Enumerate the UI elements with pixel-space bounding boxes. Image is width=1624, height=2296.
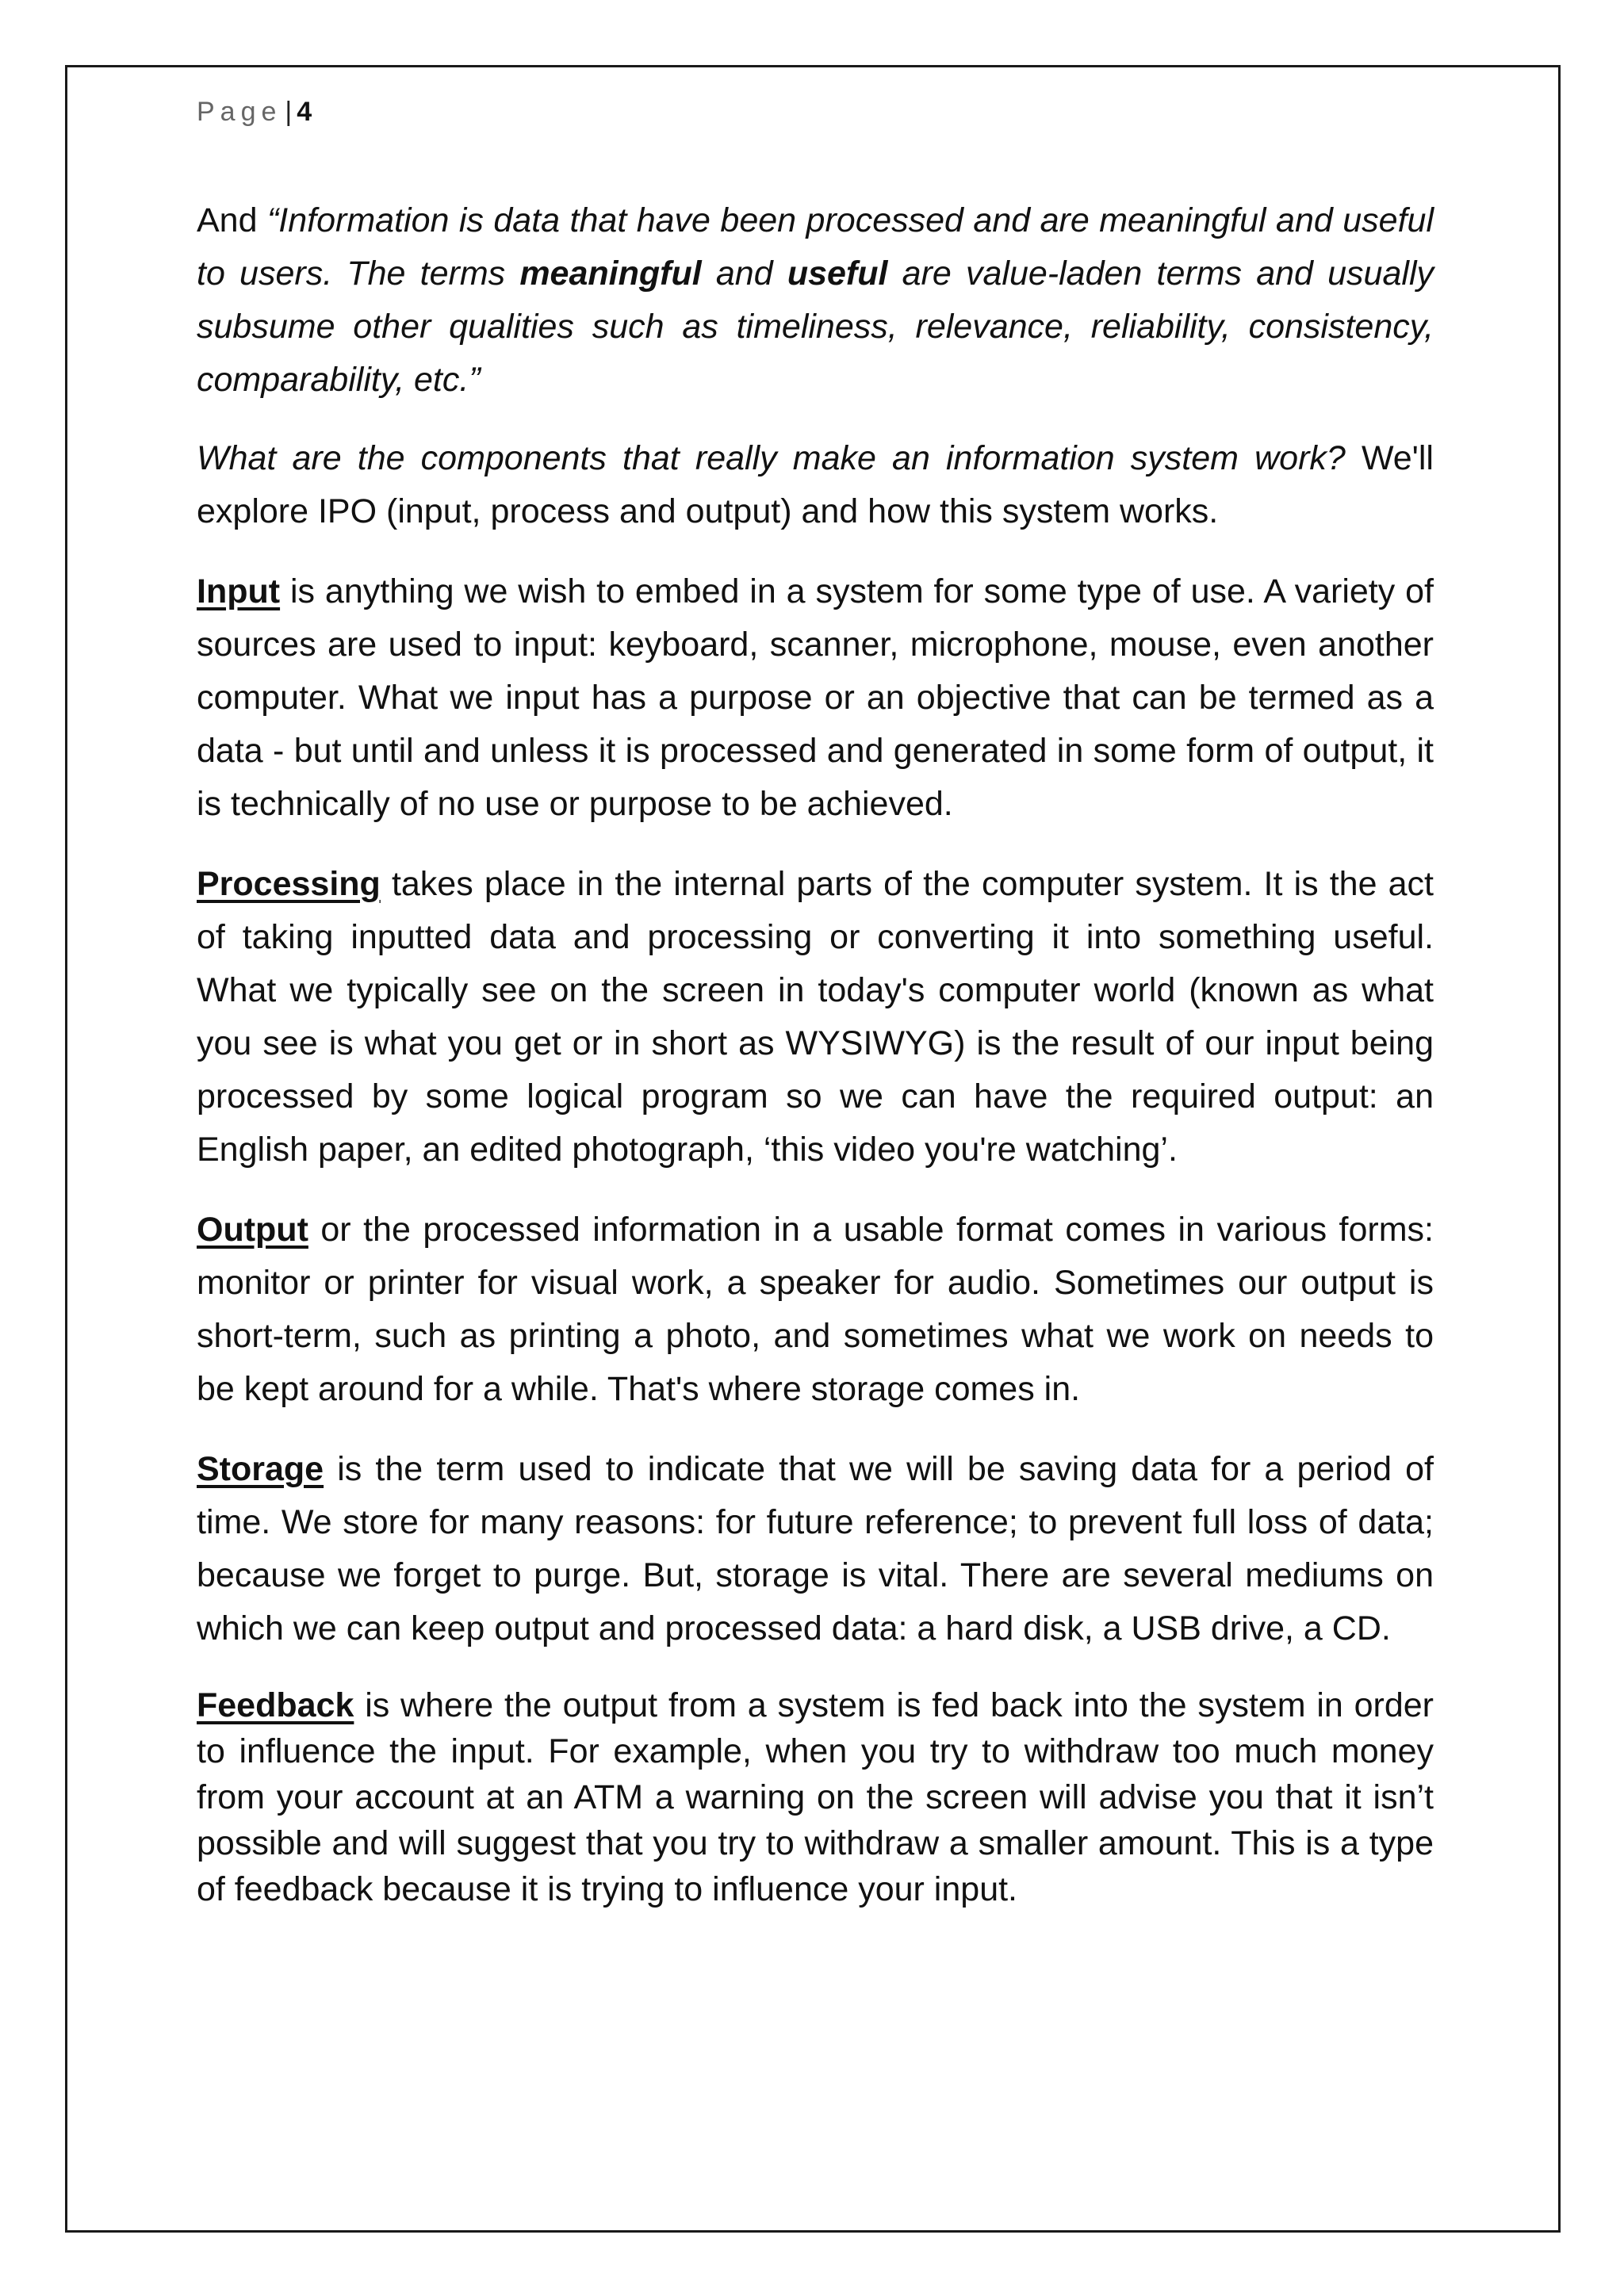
output-term: Output: [197, 1211, 308, 1249]
output-text: or the processed information in a usable format comes in various forms: monitor or printer for visual work, a speaker for audio. Sometimes our output is short-term, such as printing a photo, and sometimes what we work on needs to be kept around for a while. That's where storage comes in.: [197, 1211, 1434, 1408]
storage-term: Storage: [197, 1450, 324, 1488]
feedback-text: is where the output from a system is fed back into the system in order to influence the input. For example, when you try to withdraw too much money from your account at an ATM a warning on the screen will advise you that it isn’t possible and will suggest that you try to withdraw a smaller amount. This is a type of feedback because it is trying to influence your input.: [197, 1686, 1434, 1908]
page-header: [197, 97, 312, 128]
input-paragraph: [197, 565, 1434, 831]
intro-lead: And: [197, 201, 267, 239]
output-paragraph: [197, 1203, 1434, 1416]
feedback-paragraph: [197, 1682, 1434, 1912]
intro-quote-part-3: are value-laden terms and usually subsume other qualities such as timeliness, relevance, reliability, consistency, comparability, etc.”: [197, 254, 1434, 399]
input-text: is anything we wish to embed in a system for some type of use. A variety of sources are used to input: keyboard, scanner, microphone, mouse, even another computer. What we input has a purpose or an objective that can be termed as a data - but until and unless it is processed and generated in some form of output, it is technically of no use or purpose to be achieved.: [197, 572, 1434, 823]
question-paragraph: [197, 432, 1434, 538]
processing-term: Processing: [197, 865, 381, 903]
storage-paragraph: [197, 1443, 1434, 1655]
intro-quote-paragraph: [197, 194, 1434, 407]
intro-quote-part-2: and: [701, 254, 787, 293]
intro-quote-bold-useful: useful: [787, 254, 888, 293]
storage-text: is the term used to indicate that we will be saving data for a period of time. We store for many reasons: for future reference; to prevent full loss of data; because we forget to purge. But, storage is vital. There are several mediums on which we can keep output and processed data: a hard disk, a USB drive, a CD.: [197, 1450, 1434, 1647]
feedback-term: Feedback: [197, 1686, 354, 1724]
intro-quote-part-1: “Information is data that have been processed and are meaningful and useful to users. The terms: [197, 201, 1434, 293]
page-label: Page: [197, 97, 282, 127]
page-number: 4: [297, 97, 312, 127]
question-italic: What are the components that really make an information system work?: [197, 439, 1346, 477]
input-term: Input: [197, 572, 281, 610]
processing-text: takes place in the internal parts of the computer system. It is the act of taking inputted data and processing or converting it into something useful. What we typically see on the screen in today's computer world (known as what you see is what you get or in short as WYSIWYG) is the result of our input being processed by some logical program so we can have the required output: an English paper, an edited photograph, ‘this video you're watching’.: [197, 865, 1434, 1169]
question-rest: We'll explore IPO (input, process and output) and how this system works.: [197, 439, 1434, 530]
page-separator: |: [285, 97, 293, 127]
processing-paragraph: [197, 858, 1434, 1177]
intro-quote-bold-meaningful: meaningful: [519, 254, 702, 293]
document-body: [197, 194, 1434, 1912]
